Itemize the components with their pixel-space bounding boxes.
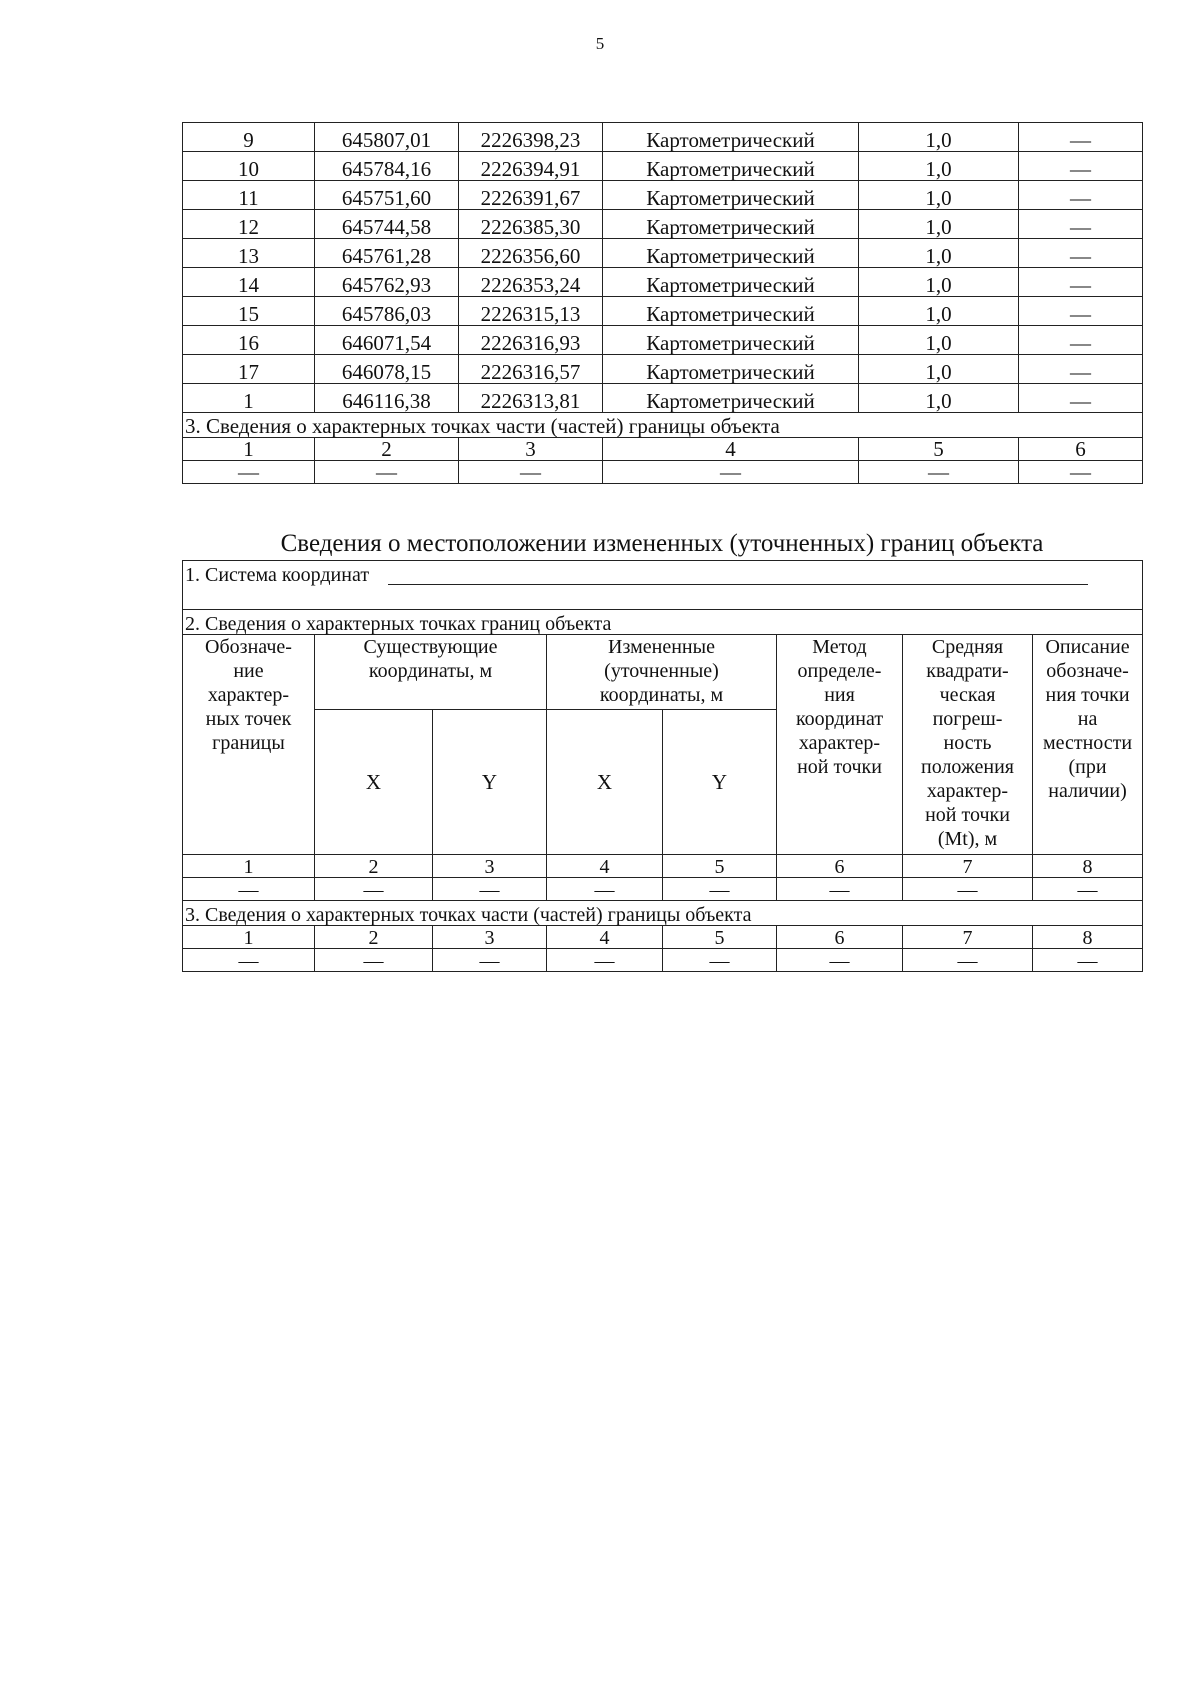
y-coordinate-cell: 2226313,81 [459,384,603,413]
point-number-cell: 13 [183,239,315,268]
point-number-cell: 11 [183,181,315,210]
x-coordinate-cell: 646078,15 [315,355,459,384]
section3-heading-row [183,413,1143,438]
x-coordinate-cell: 645751,60 [315,181,459,210]
mean-error-cell: 1,0 [859,384,1019,413]
mean-error-cell: 1,0 [859,297,1019,326]
empty-value-cell: — [547,949,663,972]
method-cell: Картометрический [603,181,859,210]
description-cell: — [1019,297,1143,326]
method-cell: Картометрический [603,297,859,326]
point-number-cell: 17 [183,355,315,384]
empty-value-cell: — [183,949,315,972]
x-coordinate-cell: 646116,38 [315,384,459,413]
coordinate-system-underline [388,566,1088,585]
y-coordinate-cell: 2226394,91 [459,152,603,181]
column-number-cell: 2 [315,926,433,949]
coordinates-table-continued [182,122,1143,484]
column-number-cell: 5 [859,438,1019,461]
x-coordinate-cell: 645744,58 [315,210,459,239]
mean-error-cell: 1,0 [859,239,1019,268]
y-coordinate-cell: 2226315,13 [459,297,603,326]
column-number-cell: 4 [603,438,859,461]
empty-value-cell: — [663,949,777,972]
section3-empty-values-row [183,949,1143,972]
empty-value-cell: — [1033,949,1143,972]
y-coordinate-cell: 2226391,67 [459,181,603,210]
section-title: Сведения о местоположении измененных (уточненных) границ объекта [280,530,1044,557]
empty-value-cell: — [183,461,315,484]
method-cell: Картометрический [603,123,859,152]
column-number-cell: 6 [777,926,903,949]
column-number-cell: 2 [315,855,433,878]
table-row [183,297,1143,326]
empty-value-cell: — [433,949,547,972]
description-cell: — [1019,152,1143,181]
header-changed-coordinates: Измененные (уточненные) координаты, м [547,635,777,710]
empty-values-row [183,878,1143,901]
column-number-cell: 7 [903,855,1033,878]
mean-error-cell: 1,0 [859,268,1019,297]
table-row [183,181,1143,210]
header-existing-coordinates: Существующие координаты, м [315,635,547,710]
empty-value-cell: — [315,878,433,901]
empty-value-cell: — [777,949,903,972]
mean-error-cell: 1,0 [859,181,1019,210]
method-cell: Картометрический [603,210,859,239]
method-cell: Картометрический [603,152,859,181]
x-coordinate-cell: 645786,03 [315,297,459,326]
mean-error-cell: 1,0 [859,326,1019,355]
method-cell: Картометрический [603,268,859,297]
empty-value-cell: — [903,878,1033,901]
point-number-cell: 1 [183,384,315,413]
empty-value-cell: — [903,949,1033,972]
y-coordinate-cell: 2226353,24 [459,268,603,297]
column-number-cell: 6 [1019,438,1143,461]
section3-column-numbers-row [183,438,1143,461]
empty-value-cell: — [547,878,663,901]
point-number-cell: 15 [183,297,315,326]
table-row [183,239,1143,268]
section3-heading: 3. Сведения о характерных точках части (частей) границы объекта [183,413,1143,438]
header-existing-x: X [315,710,433,855]
empty-value-cell: — [1019,461,1143,484]
point-number-cell: 9 [183,123,315,152]
column-number-cell: 1 [183,855,315,878]
method-cell: Картометрический [603,326,859,355]
header-existing-y: Y [433,710,547,855]
empty-value-cell: — [183,878,315,901]
mean-error-cell: 1,0 [859,355,1019,384]
mean-error-cell: 1,0 [859,152,1019,181]
x-coordinate-cell: 645784,16 [315,152,459,181]
x-coordinate-cell: 646071,54 [315,326,459,355]
point-number-cell: 14 [183,268,315,297]
changed-boundaries-table [182,560,1143,972]
description-cell: — [1019,268,1143,297]
y-coordinate-cell: 2226316,57 [459,355,603,384]
column-number-cell: 2 [315,438,459,461]
table-row [183,268,1143,297]
section2-heading: 2. Сведения о характерных точках границ объекта [183,610,1143,635]
table-row [183,152,1143,181]
header-changed-x: X [547,710,663,855]
header-changed-y: Y [663,710,777,855]
table-row [183,355,1143,384]
column-number-cell: 1 [183,926,315,949]
column-number-cell: 4 [547,855,663,878]
x-coordinate-cell: 645762,93 [315,268,459,297]
description-cell: — [1019,210,1143,239]
column-number-cell: 7 [903,926,1033,949]
empty-value-cell: — [1033,878,1143,901]
y-coordinate-cell: 2226398,23 [459,123,603,152]
column-numbers-row [183,855,1143,878]
column-number-cell: 1 [183,438,315,461]
table-row [183,123,1143,152]
y-coordinate-cell: 2226385,30 [459,210,603,239]
empty-value-cell: — [777,878,903,901]
y-coordinate-cell: 2226316,93 [459,326,603,355]
description-cell: — [1019,355,1143,384]
column-number-cell: 4 [547,926,663,949]
coordinate-system-label: 1. Система координат [185,564,370,586]
empty-value-cell: — [433,878,547,901]
empty-value-cell: — [459,461,603,484]
x-coordinate-cell: 645761,28 [315,239,459,268]
y-coordinate-cell: 2226356,60 [459,239,603,268]
header-designation: Обозначе- ние характер- ных точек границы [183,635,315,855]
point-number-cell: 16 [183,326,315,355]
column-number-cell: 6 [777,855,903,878]
description-cell: — [1019,123,1143,152]
header-mean-error: Средняя квадрати- ческая погреш- ность положения характер- ной точки (Mt), м [903,635,1033,855]
description-cell: — [1019,326,1143,355]
point-number-cell: 10 [183,152,315,181]
mean-error-cell: 1,0 [859,210,1019,239]
header-method: Метод определе- ния координат характер- ной точки [777,635,903,855]
empty-value-cell: — [859,461,1019,484]
method-cell: Картометрический [603,239,859,268]
column-number-cell: 3 [459,438,603,461]
empty-value-cell: — [663,878,777,901]
column-number-cell: 5 [663,855,777,878]
empty-value-cell: — [603,461,859,484]
empty-value-cell: — [315,461,459,484]
section3-empty-values-row [183,461,1143,484]
section3-column-numbers-row [183,926,1143,949]
table-row [183,326,1143,355]
x-coordinate-cell: 645807,01 [315,123,459,152]
table-row [183,384,1143,413]
column-number-cell: 5 [663,926,777,949]
column-number-cell: 3 [433,926,547,949]
column-number-cell: 3 [433,855,547,878]
coordinate-system-blank-row [183,585,1143,610]
description-cell: — [1019,181,1143,210]
table-row [183,210,1143,239]
column-number-cell: 8 [1033,926,1143,949]
page-number: 5 [595,34,605,53]
mean-error-cell: 1,0 [859,123,1019,152]
description-cell: — [1019,384,1143,413]
point-number-cell: 12 [183,210,315,239]
column-number-cell: 8 [1033,855,1143,878]
coordinate-system-row [183,561,1143,586]
description-cell: — [1019,239,1143,268]
method-cell: Картометрический [603,384,859,413]
header-description: Описание обозначе- ния точки на местности (при наличии) [1033,635,1143,855]
method-cell: Картометрический [603,355,859,384]
section3-heading: 3. Сведения о характерных точках части (частей) границы объекта [183,901,1143,926]
empty-value-cell: — [315,949,433,972]
